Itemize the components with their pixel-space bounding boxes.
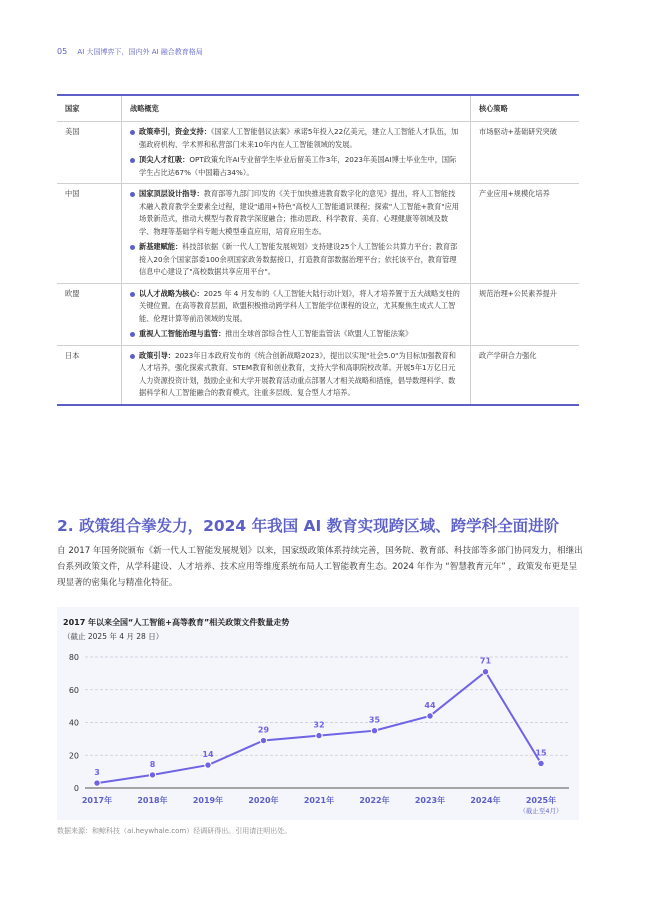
y-tick-label: 0: [73, 784, 79, 793]
page-number: 05: [57, 47, 68, 56]
data-point: [316, 732, 322, 738]
bullet-point: [130, 241, 462, 279]
data-label: 14: [202, 750, 214, 760]
bullet-dot-icon: [130, 130, 135, 135]
data-point: [482, 669, 488, 675]
point-heading: 政策牵引，资金支持：: [139, 127, 211, 136]
bullet-dot-icon: [130, 332, 135, 337]
country-cell: 美国: [57, 122, 122, 184]
data-label: 32: [313, 720, 325, 730]
y-tick-label: 60: [68, 685, 79, 695]
strategy-cell: 政产学研合力强化: [471, 345, 580, 405]
bullet-dot-icon: [130, 245, 135, 250]
data-label: 29: [257, 725, 270, 735]
data-point: [205, 762, 211, 768]
table-row-china: [57, 184, 579, 284]
x-tick-label: 2020年: [248, 796, 279, 805]
x-tick-label: 2019年: [192, 796, 224, 805]
strategy-cell: 规范治理+公民素养提升: [471, 283, 580, 345]
data-point: [427, 713, 433, 719]
bullet-point: [130, 126, 462, 151]
data-label: 8: [149, 759, 156, 769]
x-tick-label: 2025年: [525, 796, 557, 805]
point-heading: 新基建赋能：: [139, 242, 183, 251]
bullet-dot-icon: [130, 158, 135, 163]
section-paragraph: 自 2017 年国务院颁布《新一代人工智能发展规划》以来，国家级政策体系持续完善，国务院、教育部、科技部等多部门协同发力，相继出台系列政策文件，从学科建设、人才培养、技术应用等维度系统布局人工智能教育生态。2024 年作为 “智慧教育元年” ，政策发布更是呈现显著的密集化与精准化特征。: [57, 546, 583, 588]
country-cell: 中国: [57, 184, 122, 284]
data-point: [260, 737, 266, 743]
point-heading: 国家顶层设计指导：: [139, 189, 204, 198]
header-strategy: 核心策略: [471, 96, 580, 122]
bullet-point: [130, 154, 462, 179]
data-point: [538, 760, 544, 766]
table-row-eu: [57, 283, 579, 345]
chart-plot: [57, 607, 579, 820]
data-label: 15: [535, 748, 547, 758]
x-tick-label: 2021年: [303, 796, 335, 805]
section-title: 2. 政策组合拳发力，2024 年我国 AI 教育实现跨区域、跨学科全面进阶: [57, 517, 560, 535]
policy-trend-chart: [57, 607, 579, 820]
y-tick-label: 20: [68, 751, 79, 761]
overview-cell: [122, 283, 471, 345]
country-cell: 欧盟: [57, 283, 122, 345]
bullet-dot-icon: [130, 292, 135, 297]
x-tick-label: 2024年: [470, 796, 501, 805]
y-tick-label: 40: [68, 718, 79, 728]
strategy-table: [57, 96, 579, 406]
x-tick-label: 2017年: [81, 796, 113, 805]
bullet-point: [130, 288, 462, 326]
x-tick-label: 2018年: [137, 796, 168, 805]
page-header: [57, 47, 203, 57]
y-tick-label: 80: [68, 653, 79, 662]
strategy-cell: 产业应用+规模化培养: [471, 184, 580, 284]
header-title: AI 大国博弈下，国内外 AI 融合教育格局: [77, 48, 203, 56]
point-text: 教育部等九部门印发的《关于加快推进教育数字化的意见》提出，将人工智能技术融入教育教学全要素全过程，建设"通用+特色"高校人工智能通识课程；探索"人工智能+教育"应用场景新范式，推动大模型与教育教学深度融合；推动思政、科学教育、美育、心理健康等领域及数学、物理等基础学科专题大模型垂直应用，培育应用生态。: [139, 189, 459, 236]
point-text: 2023年日本政府发布的《统合创新战略2023》，提出以实现"社会5.0"为目标加强教育和人才培养，强化探索式教育、STEM教育和创业教育，支持大学和高职院校改革。开展5年1万亿日元人力资源投资计划，鼓励企业和大学开展教育活动重点部署人才相关战略和措施，倡导数理科学、数据科学和人工智能融合的教育模式，注重多层级、复合型人才培养。: [139, 350, 456, 397]
x-tick-note: （截止至4月）: [519, 807, 563, 815]
bullet-point: [130, 328, 462, 341]
point-heading: 以人才战略为核心：: [139, 288, 204, 298]
strategy-cell: 市场驱动+基础研究突破: [471, 122, 580, 184]
bullet-dot-icon: [130, 192, 135, 197]
data-label: 71: [479, 656, 492, 666]
table-row-us: [57, 122, 579, 184]
point-text: 《国家人工智能倡议法案》承诺5年投入22亿美元，建立人工智能人才队伍，加强政府机构、学术界和私营部门未来10年内在人工智能领域的发展。: [139, 127, 459, 149]
point-heading: 重视人工智能治理与监管：: [139, 329, 226, 338]
table-header-row: [57, 96, 579, 122]
data-point: [149, 772, 155, 778]
overview-cell: [122, 184, 471, 284]
data-label: 44: [424, 700, 436, 710]
point-text: OPT政策允许AI专业留学生毕业后留美工作3年，2023年美国AI博士毕业生中，国际学生占比达67%（中国籍占34%）。: [139, 155, 457, 177]
point-heading: 政策引导：: [139, 350, 175, 360]
point-text: 科技部依据《新一代人工智能发展规划》支持建设25个人工智能公共算力平台；教育部接入20余个国家部委100余项国家政务数据接口，打造教育部数据治理平台；依托该平台，教育管理信息中心建设了"高校数据共享应用平台"。: [139, 242, 458, 276]
chart-title: 2017 年以来全国“人工智能+高等教育”相关政策文件数量走势: [63, 618, 290, 627]
source-note: 数据来源：和鲸科技（ai.heywhale.com）经调研得出。引用请注明出处。: [57, 827, 292, 835]
chart-subtitle: （截止 2025 年 4 月 28 日）: [63, 632, 164, 641]
table-row-japan: [57, 345, 579, 405]
overview-cell: [122, 345, 471, 405]
data-point: [94, 780, 100, 786]
header-overview: 战略概览: [122, 96, 471, 122]
data-point: [371, 727, 377, 733]
point-text: 2025 年 4 月发布的《人工智能大陆行动计划》，将人才培养置于五大战略支柱的关键位置。在高等教育层面，欧盟积极推动跨学科人工智能学位课程的设立，尤其聚焦生成式人工智能、伦理计算等前沿领域的发展。: [139, 288, 460, 323]
x-tick-label: 2023年: [414, 796, 446, 805]
bullet-dot-icon: [130, 354, 135, 359]
overview-cell: [122, 122, 471, 184]
point-text: 推出全球首部综合性人工智能监管法《欧盟人工智能法案》: [225, 329, 413, 338]
header-country: 国家: [57, 96, 122, 122]
x-tick-label: 2022年: [359, 796, 390, 805]
point-heading: 顶尖人才红吸：: [139, 155, 190, 164]
data-label: 3: [94, 768, 100, 778]
bullet-point: [130, 188, 462, 238]
bullet-point: [130, 350, 462, 400]
data-label: 35: [368, 715, 381, 725]
country-cell: 日本: [57, 345, 122, 405]
